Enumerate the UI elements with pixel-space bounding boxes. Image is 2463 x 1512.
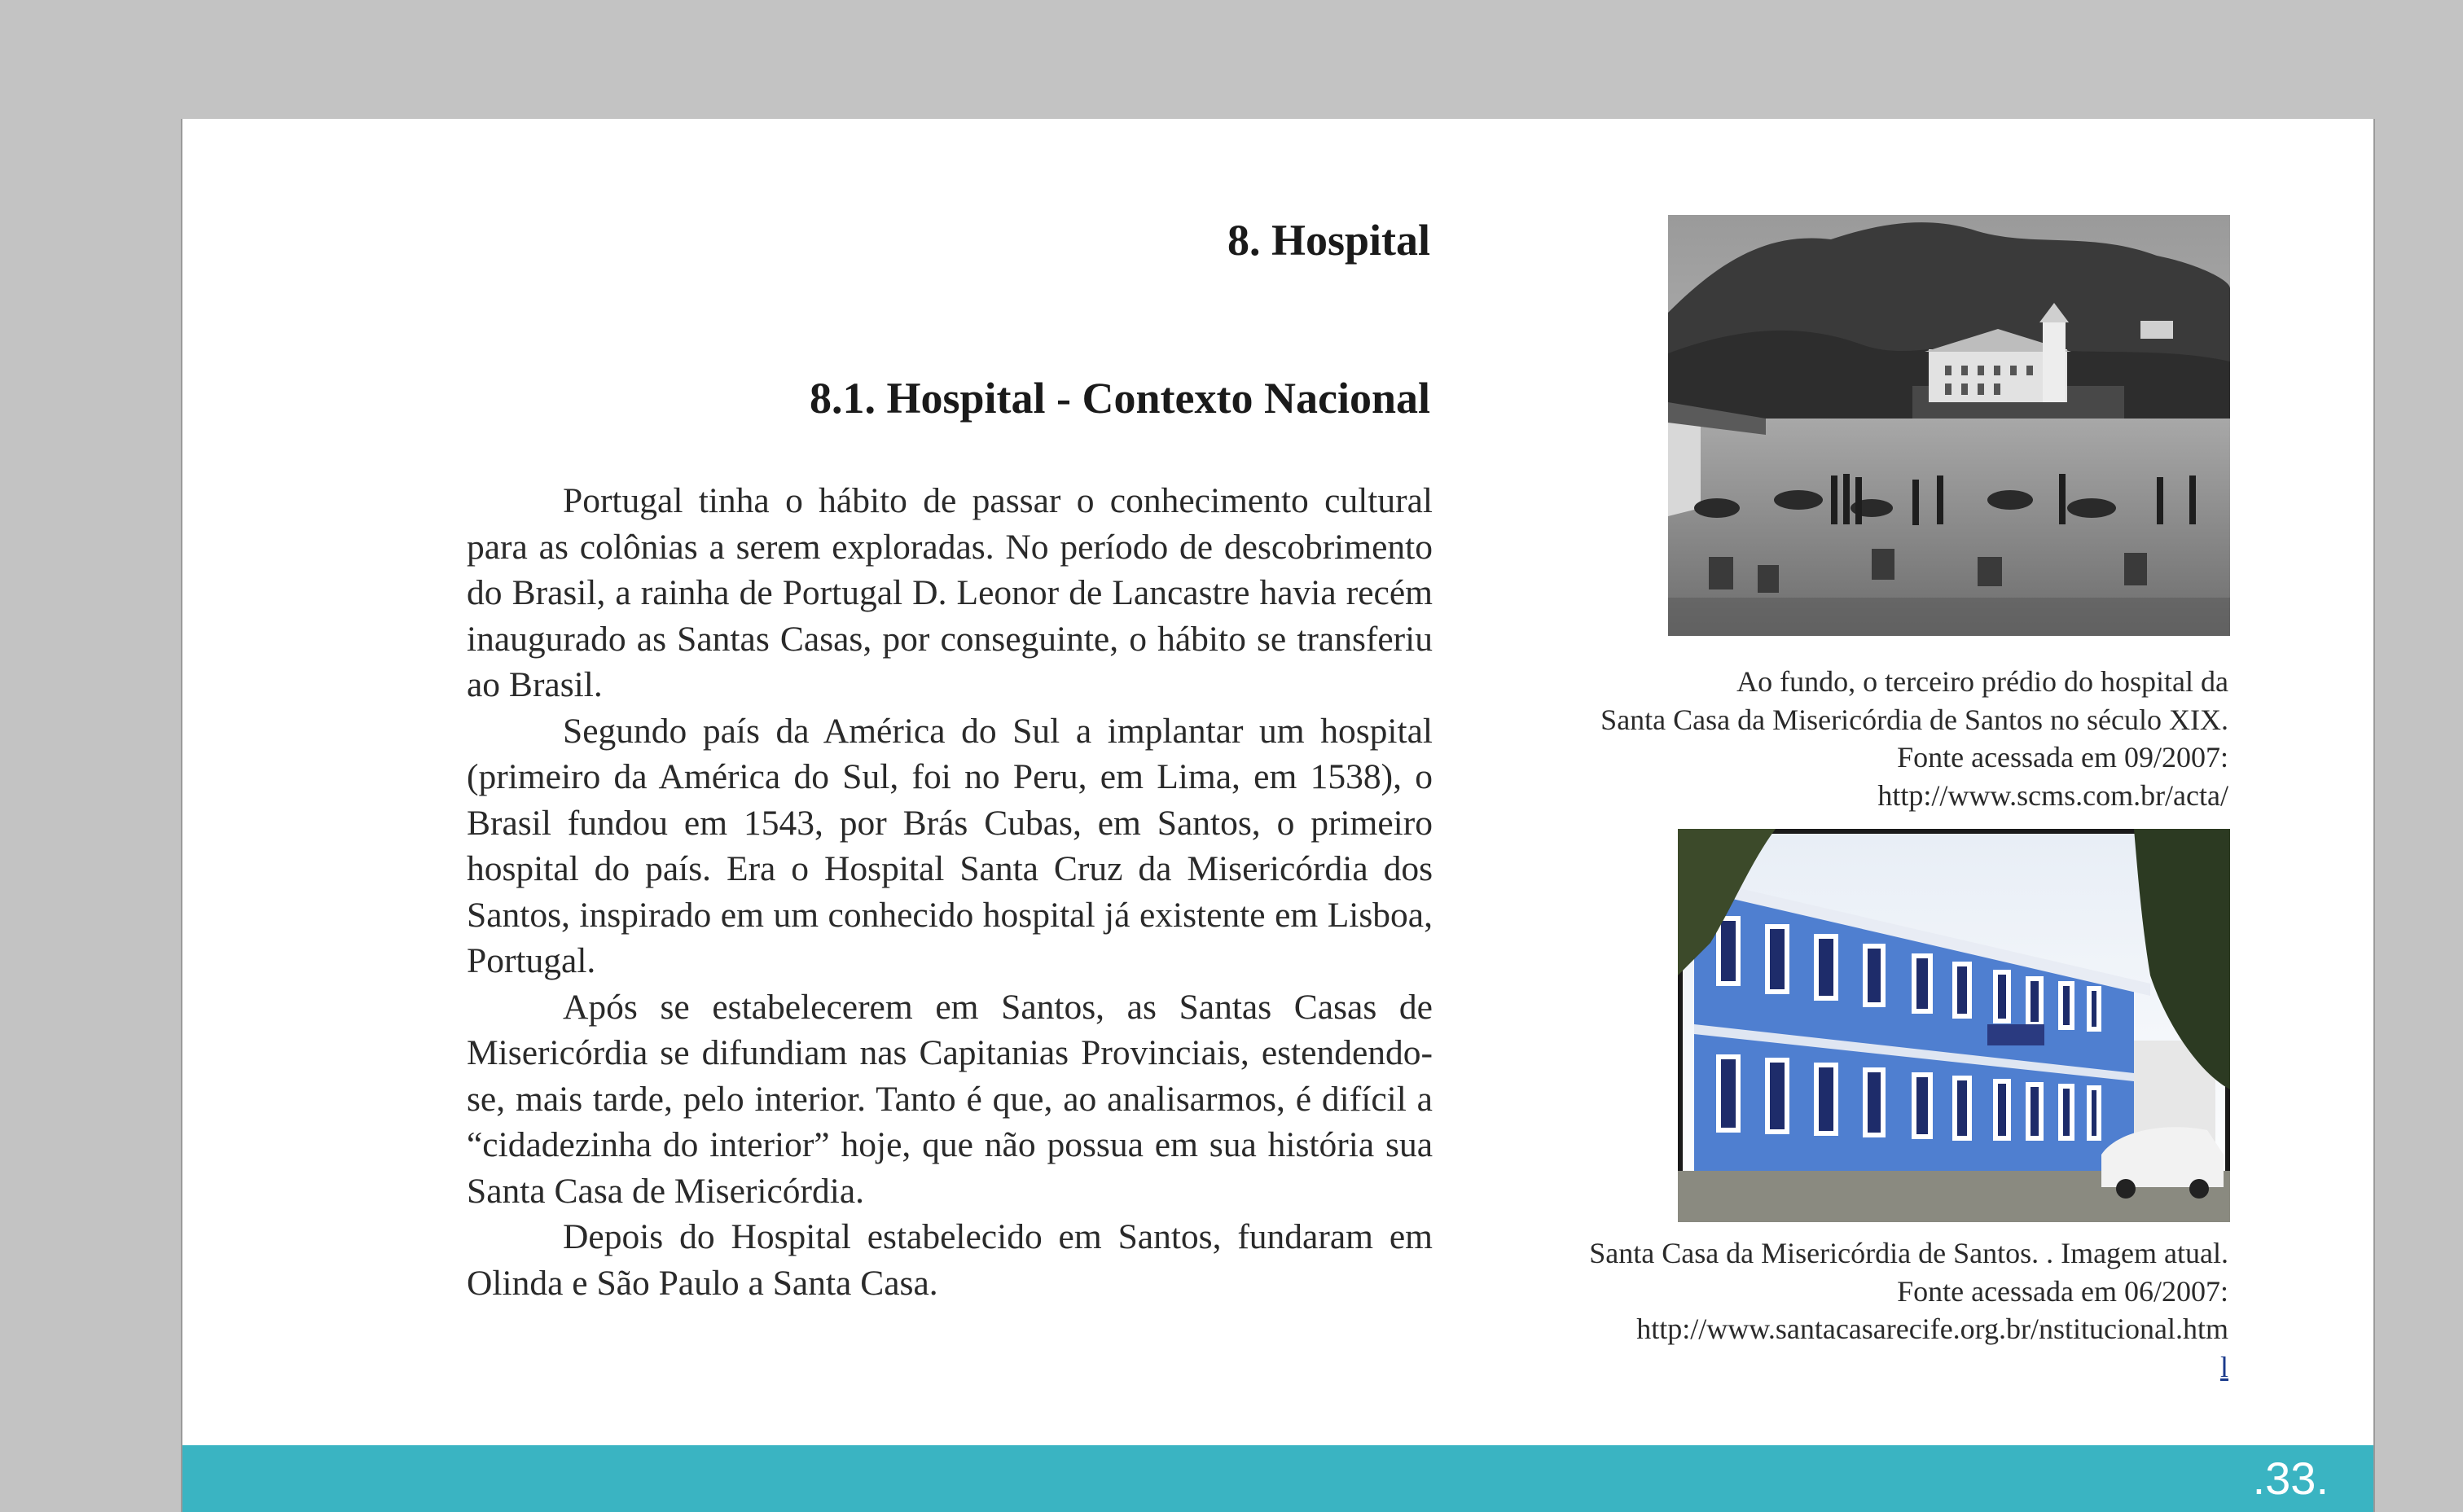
- subsection-heading: 8.1. Hospital - Contexto Nacional: [810, 374, 1430, 423]
- top-gray-bar: [0, 0, 2463, 119]
- current-hospital-photo: [1678, 829, 2230, 1222]
- historic-hospital-photo: [1668, 215, 2230, 636]
- historic-photo-caption: [1414, 663, 2228, 814]
- caption-url-text[interactable]: http://www.santacasarecife.org.br/nstitucional.htm: [1636, 1313, 2228, 1345]
- caption-url-link[interactable]: l: [2219, 1350, 2228, 1383]
- caption-line: Ao fundo, o terceiro prédio do hospital da: [1736, 665, 2228, 698]
- caption-line: Santa Casa da Misericórdia de Santos. . Imagem atual.: [1589, 1237, 2228, 1269]
- current-photo-caption: [1414, 1234, 2228, 1386]
- paragraph-2: Segundo país da América do Sul a implantar um hospital (primeiro da América do Sul, foi no Peru, em Lima, em 1538), o Brasil fundou em 1543, por Brás Cubas, em Santos, o primeiro hospital do país. Era o Hospital Santa Cruz da Misericórdia dos Santos, inspirado em um conhecido hospital já existente em Lisboa, Portugal.: [467, 711, 1433, 980]
- caption-line: Fonte acessada em 09/2007:: [1897, 741, 2228, 774]
- body-text: [467, 478, 1433, 1306]
- caption-line: Fonte acessada em 06/2007:: [1897, 1274, 2228, 1308]
- caption-url[interactable]: [1414, 1310, 2228, 1386]
- paragraph-3: Após se estabelecerem em Santos, as Santas Casas de Misericórdia se difundiam nas Capitanias Provinciais, estendendo-se, mais tarde, pelo interior. Tanto é que, ao analisarmos, é difícil a “cidadezinha do interior” hoje, que não possua em sua história sua Santa Casa de Misericórdia.: [467, 987, 1433, 1211]
- page-number: .33.: [2252, 1453, 2329, 1504]
- section-heading: 8. Hospital: [1227, 216, 1430, 265]
- caption-url: http://www.scms.com.br/acta/: [1877, 778, 2228, 812]
- paragraph-1: Portugal tinha o hábito de passar o conhecimento cultural para as colônias a serem exploradas. No período de descobrimento do Brasil, a rainha de Portugal D. Leonor de Lancastre havia recém inaugurado as Santas Casas, por conseguinte, o hábito se transferiu ao Brasil.: [467, 481, 1433, 704]
- document-page: [181, 119, 2375, 1512]
- caption-line: Santa Casa da Misericórdia de Santos no século XIX.: [1600, 703, 2228, 736]
- paragraph-4: Depois do Hospital estabelecido em Santos, fundaram em Olinda e São Paulo a Santa Casa.: [467, 1217, 1433, 1303]
- footer-bar: [182, 1445, 2373, 1512]
